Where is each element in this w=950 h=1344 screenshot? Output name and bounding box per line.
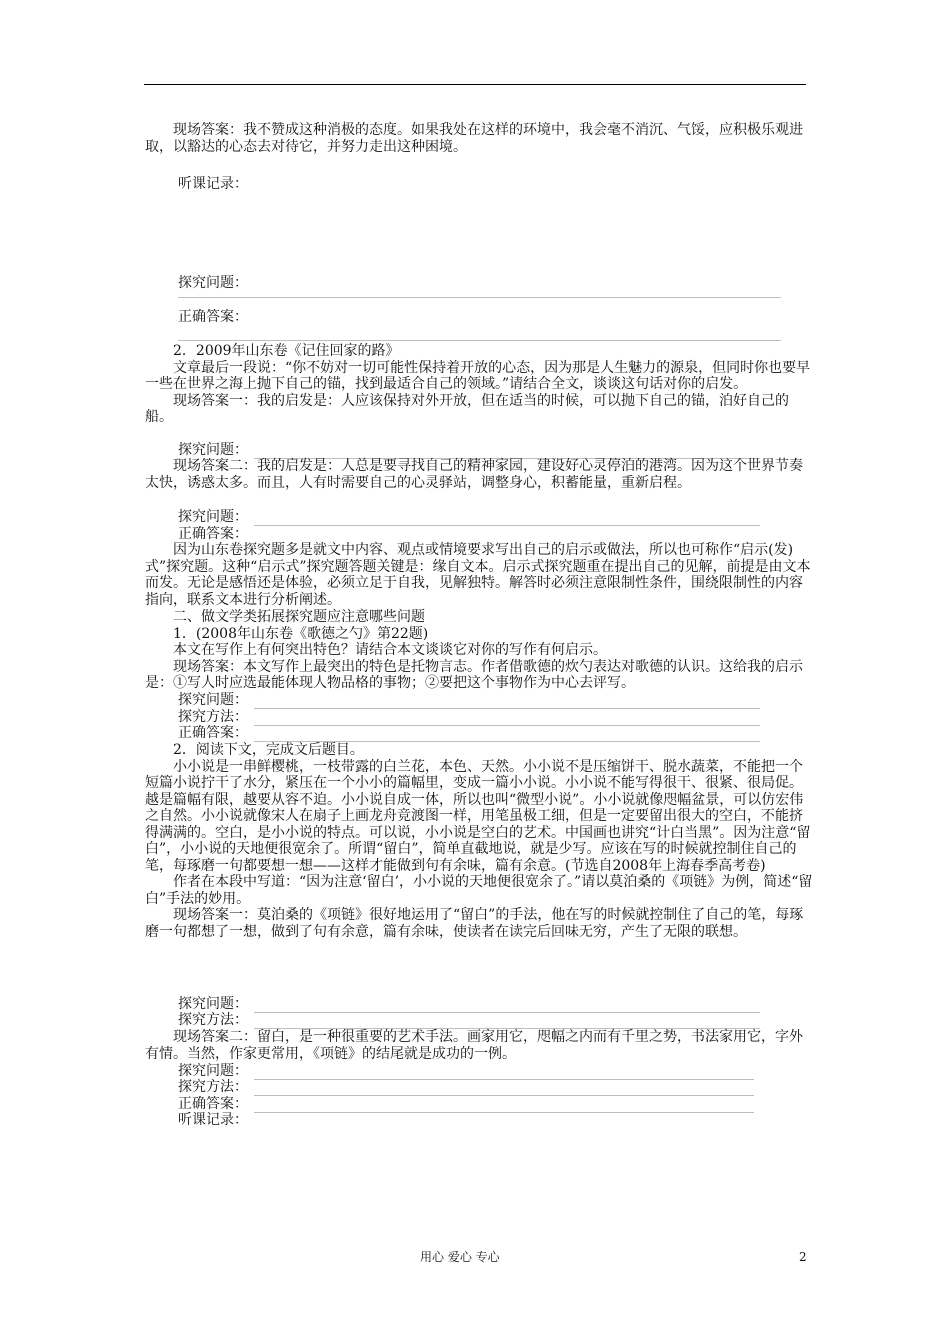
question-text: 作者在本段中写道：“因为注意‘留白’，小小说的天地便很宽余了。”请以莫泊桑的《项链》为例，简述“留白”手法的妙用。 <box>145 874 813 907</box>
answer-line <box>178 340 781 341</box>
explore-method-field <box>178 709 760 726</box>
explore-question-field <box>178 442 760 459</box>
explore-label: 探究问题： <box>178 996 248 1012</box>
fill-line <box>254 1099 754 1113</box>
section-two <box>145 609 813 692</box>
correct-label: 正确答案： <box>178 725 248 741</box>
explore-question-field <box>178 996 760 1013</box>
explore-label: 探究问题： <box>178 275 248 291</box>
listen-label: 听课记录： <box>178 1112 248 1128</box>
page-number: 2 <box>799 1250 807 1264</box>
explore-label: 探究问题： <box>178 509 248 525</box>
listen-record-1 <box>178 176 248 193</box>
explore-label: 探究问题： <box>178 692 248 708</box>
question-text: 文章最后一段说：“你不妨对一切可能性保持着开放的心态，因为那是人生魅力的源泉，但同时你也要早一些在世界之海上抛下自己的锚，找到最适合自己的领域。”请结合全文，谈谈这句话对你的启发。 <box>145 359 811 392</box>
explore-question-field <box>178 692 760 709</box>
answer-line <box>178 297 781 298</box>
section-2009-answer-2 <box>145 458 813 491</box>
correct-answer-field <box>178 725 760 742</box>
method-label: 探究方法： <box>178 1079 248 1095</box>
fill-line <box>254 1066 754 1080</box>
question-title: 2．2009年山东卷《记住回家的路》 <box>173 343 400 359</box>
answer-paragraph: 现场答案：本文写作上最突出的特色是托物言志。作者借歌德的炊勺表达对歌德的认识。这给我的启示是：①写人时应选最能体现人物品格的事物；②要把这个事物作为中心去评写。 <box>145 658 803 691</box>
fill-line <box>254 695 760 709</box>
footer-motto: 用心 爱心 专心 <box>420 1250 500 1264</box>
correct-answer-field <box>178 1096 754 1113</box>
answer-two: 现场答案二：我的启发是：人总是要寻找自己的精神家园，建设好心灵停泊的港湾。因为这个世界节奏太快，诱惑太多。而且，人有时需要自己的心灵驿站，调整身心，积蓄能量，重新启程。 <box>145 458 803 491</box>
fill-line <box>254 512 760 526</box>
correct-answer-field <box>178 309 248 326</box>
method-label: 探究方法： <box>178 709 248 725</box>
fill-line <box>254 999 760 1013</box>
correct-label: 正确答案： <box>178 526 248 542</box>
answer-one: 现场答案一：我的启发是：人应该保持对外开放，但在适当的时候，可以抛下自己的锚，泊好自己的船。 <box>145 392 789 425</box>
header-rule <box>144 84 806 85</box>
intro-answer <box>145 122 813 155</box>
correct-label: 正确答案： <box>178 1096 248 1112</box>
correct-label: 正确答案： <box>178 309 248 325</box>
reading-passage: 小小说是一串鲜樱桃，一枝带露的白兰花，本色、天然。小小说不是压缩饼干、脱水蔬菜，不能把一个短篇小说拧干了水分，紧压在一个小小的篇幅里，变成一篇小小说。小小说不能写得很干、很紧、很局促。越是篇幅有限，越要从容不迫。小小说自成一体，所以也叫“微型小说”。小小说就像咫幅盆景，可以仿宏伟之自然。小小说就像宋人在扇子上画龙舟竞渡图一样，用笔虽极工细，但是一定要留出很大的空白，不能挤得满满的。空白，是小小说的特点。可以说，小小说是空白的艺术。中国画也讲究“计白当黑”。因为注意“留白”，小小说的天地便很宽余了。所谓“留白”，简单直截地说，就是少写。应该在写的时候就控制住自己的笔，每琢磨一句都要想一想——这样才能做到句有余味，篇有余意。(节选自2008年上海春季高考卷) <box>145 758 811 874</box>
explore-question-field <box>178 1063 754 1080</box>
explore-label: 探究问题： <box>178 442 248 458</box>
fill-line <box>254 445 760 459</box>
method-label: 探究方法： <box>178 1012 248 1028</box>
fill-line <box>254 1015 760 1029</box>
question-title: 2．阅读下文，完成文后题目。 <box>173 742 364 758</box>
analysis-block <box>145 542 813 608</box>
explore-question-field <box>178 275 248 292</box>
fill-line <box>254 728 760 742</box>
section-2009 <box>145 343 813 426</box>
listen-label: 听课记录： <box>178 176 248 192</box>
fill-line <box>254 1082 754 1096</box>
fill-line <box>254 712 760 726</box>
explore-method-field <box>178 1079 754 1096</box>
correct-answer-field <box>178 526 248 543</box>
answer-two: 现场答案二：留白，是一种很重要的艺术手法。画家用它，咫幅之内而有千里之势，书法家用它，字外有情。当然，作家更常用，《项链》的结尾就是成功的一例。 <box>145 1029 803 1062</box>
explore-label: 探究问题： <box>178 1063 248 1079</box>
section-heading: 二、做文学类拓展探究题应注意哪些问题 <box>173 609 425 625</box>
analysis-paragraph: 因为山东卷探究题多是就文中内容、观点或情境要求写出自己的启示或做法，所以也可称作“启示(发)式”探究题。这种“启示式”探究题答题关键是：缘自文本。启示式探究题重在提出自己的见解，前提是由文本而发。无论是感悟还是体验，必须立足于自我，见解独特。解答时必须注意限制性条件，围绕限制性的内容指向，联系文本进行分析阐述。 <box>145 542 811 608</box>
listen-record-2 <box>178 1112 248 1129</box>
question-title: 1．(2008年山东卷《歌德之勺》第22题) <box>173 625 429 642</box>
answer-two-block <box>145 1029 813 1062</box>
explore-method-field <box>178 1012 760 1029</box>
answer-paragraph: 现场答案：我不赞成这种消极的态度。如果我处在这样的环境中，我会毫不消沉、气馁，应积极乐观进取，以豁达的心态去对待它，并努力走出这种困境。 <box>145 122 803 155</box>
question-text: 本文在写作上有何突出特色？请结合本文谈谈它对你的写作有何启示。 <box>173 642 607 658</box>
explore-question-field <box>178 509 760 526</box>
answer-one: 现场答案一：莫泊桑的《项链》很好地运用了“留白”的手法，他在写的时候就控制住了自己的笔，每琢磨一句都想了一想，做到了句有余意，篇有余味，使读者在读完后回味无穷，产生了无限的联想。 <box>145 907 804 940</box>
reading-section <box>145 742 813 940</box>
